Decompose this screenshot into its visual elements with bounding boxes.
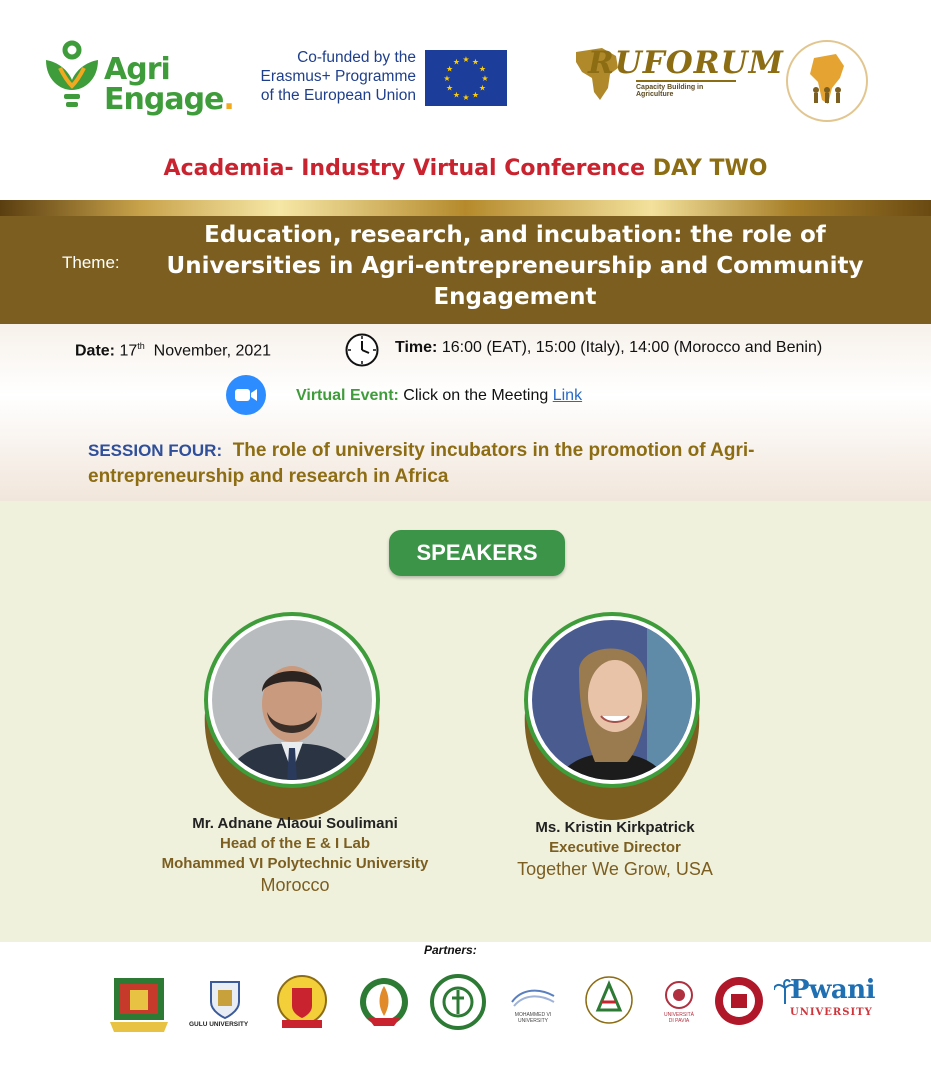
theme-label: Theme: (62, 253, 120, 272)
meeting-link[interactable]: Link (552, 387, 583, 404)
eu-star-icon: ★ (443, 74, 451, 83)
mohammed-vi-university-logo-icon (510, 982, 556, 1012)
partners-label: Partners: (424, 943, 477, 957)
university-seal-9-icon (714, 976, 764, 1026)
speakers-heading: SPEAKERS (389, 530, 565, 576)
speaker-photo-kristin (517, 612, 707, 822)
gulu-university-label: GULU UNIVERSITY (189, 1021, 249, 1028)
eu-star-icon: ★ (452, 57, 461, 67)
eu-star-icon: ★ (471, 57, 480, 67)
eu-star-icon: ★ (445, 83, 454, 93)
university-crest-1-icon (108, 970, 170, 1036)
eu-star-icon: ★ (452, 90, 461, 100)
university-crest-4-icon (358, 974, 410, 1030)
gulu-university-crest-icon (205, 976, 245, 1020)
eu-star-icon: ★ (481, 74, 489, 83)
clock-icon (344, 332, 380, 368)
zoom-video-icon[interactable] (226, 375, 266, 415)
higher-education-week-logo-icon (784, 38, 870, 124)
speaker-card-kristin (460, 818, 770, 880)
speaker-card-adnane (110, 814, 480, 896)
pavia-university-label: UNIVERSITÀ DI PAVIA (663, 1012, 694, 1024)
gold-divider-strip (0, 200, 931, 216)
eu-star-icon: ★ (462, 93, 470, 102)
eu-star-icon: ★ (471, 90, 480, 100)
speaker-name: Mr. Adnane Alaoui Soulimani (192, 815, 398, 832)
agri-engage-name-line2: Engage. (104, 82, 234, 117)
eu-star-icon: ★ (478, 64, 487, 74)
pwani-university-name: Pwani (790, 975, 876, 1005)
eu-star-icon: ★ (462, 55, 470, 64)
theme-text: Education, research, and incubation: the role of Universities in Agri-entrepreneurship and Community Engagement (166, 222, 864, 310)
event-date: Date: 17th November, 2021 (75, 341, 272, 360)
speaker-name: Ms. Kristin Kirkpatrick (535, 819, 695, 836)
eu-star-icon: ★ (445, 64, 454, 74)
university-crest-5-icon (430, 974, 486, 1030)
speaker-country: Morocco (260, 875, 330, 895)
virtual-event-line: Virtual Event: Click on the Meeting Link (296, 387, 583, 404)
session-label: SESSION FOUR: (88, 441, 223, 460)
ruforum-tagline: Capacity Building in Agriculture (636, 80, 736, 98)
eu-star-icon: ★ (478, 83, 487, 93)
ruforum-logo-text: RUFORUM (588, 45, 784, 81)
event-time: Time: 16:00 (EAT), 15:00 (Italy), 14:00 (Morocco and Benin) (395, 339, 823, 356)
erasmus-cofunding-text: Co-funded by the Erasmus+ Programme of the European Union (260, 49, 416, 104)
speaker-photo-adnane (197, 612, 387, 822)
conference-title: Academia- Industry Virtual Conference DAY TWO (163, 156, 768, 181)
speaker-role: Executive Director (549, 839, 681, 856)
pwani-university-sub: UNIVERSITY (790, 1007, 873, 1018)
mohammed-vi-university-label: MOHAMMED VI UNIVERSITY (514, 1012, 552, 1024)
eu-flag-icon (425, 50, 507, 106)
university-crest-3-icon (276, 974, 328, 1030)
speaker-organization: Together We Grow, USA (517, 859, 713, 879)
speaker-institution: Mohammed VI Polytechnic University (161, 855, 429, 872)
session-title: SESSION FOUR: The role of university incubators in the promotion of Agri-entrepreneurship and research in Africa (88, 440, 755, 487)
agri-engage-name-line1: Agri (104, 52, 170, 87)
university-crest-7-icon (584, 974, 634, 1028)
speaker-role: Head of the E & I Lab (219, 835, 370, 852)
pavia-university-seal-icon (664, 980, 694, 1010)
